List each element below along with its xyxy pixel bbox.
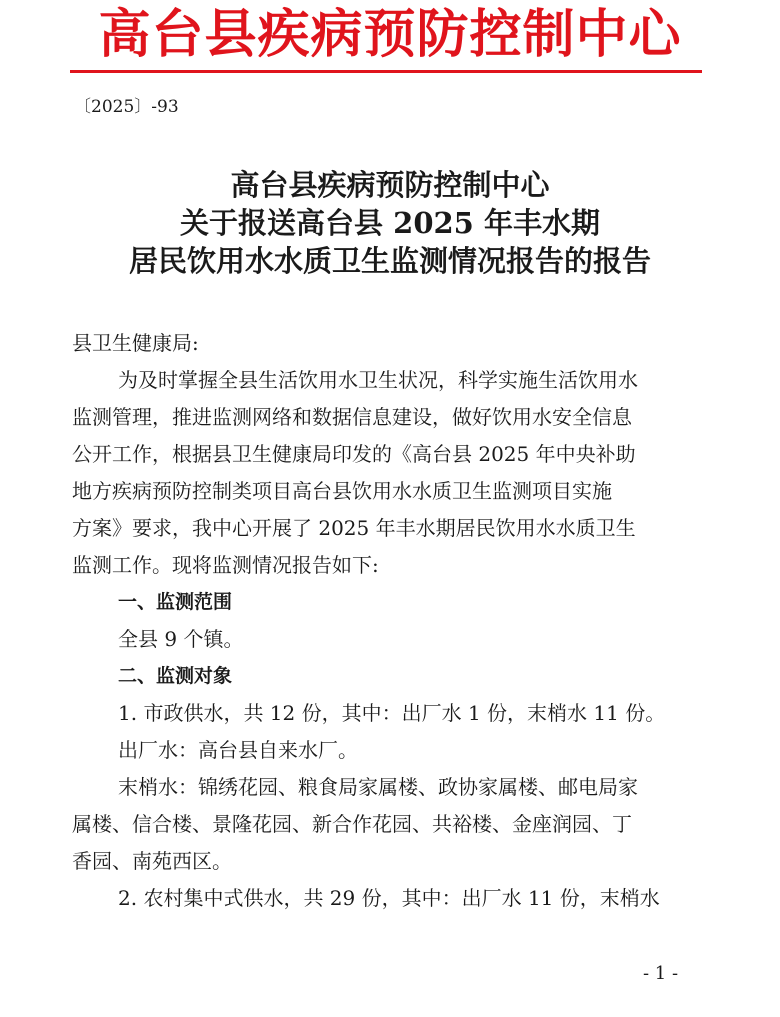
list-item-outlet: 出厂水：高台县自来水厂。	[118, 738, 358, 762]
section-heading-scope: 一、监测范围	[118, 591, 233, 613]
title-line-1: 高台县疾病预防控制中心	[230, 168, 550, 202]
document-body	[72, 325, 700, 917]
section-text-scope: 全县 9 个镇。	[118, 627, 244, 651]
title-line-2: 关于报送高台县 2025 年丰水期	[180, 206, 600, 240]
document-title	[0, 166, 780, 280]
salutation: 县卫生健康局:	[72, 331, 199, 355]
masthead-title: 高台县疾病预防控制中心	[98, 4, 682, 65]
list-item-terminal-cont: 香园、南苑西区。	[72, 849, 232, 873]
list-item-rural: 2. 农村集中式供水，共 29 份，其中：出厂水 11 份，末梢水	[118, 886, 660, 910]
paragraph-line: 为及时掌握全县生活饮用水卫生状况，科学实施生活饮用水	[118, 368, 638, 392]
paragraph-line: 地方疾病预防控制类项目高台县饮用水水质卫生监测项目实施	[72, 479, 612, 503]
page-number: - 1 -	[643, 963, 679, 984]
paragraph-line: 方案》要求，我中心开展了 2025 年丰水期居民饮用水水质卫生	[72, 516, 636, 540]
paragraph-line: 公开工作，根据县卫生健康局印发的《高台县 2025 年中央补助	[72, 442, 636, 466]
title-line-3: 居民饮用水水质卫生监测情况报告的报告	[128, 244, 651, 278]
document-number: 〔2025〕-93	[74, 97, 179, 117]
red-divider-line	[70, 70, 702, 73]
paragraph-line: 监测管理，推进监测网络和数据信息建设，做好饮用水安全信息	[72, 405, 632, 429]
list-item-terminal-cont: 属楼、信合楼、景隆花园、新合作花园、共裕楼、金座润园、丁	[72, 812, 632, 836]
paragraph-line: 监测工作。现将监测情况报告如下:	[72, 553, 379, 577]
list-item-terminal: 末梢水：锦绣花园、粮食局家属楼、政协家属楼、邮电局家	[118, 775, 638, 799]
list-item-municipal: 1. 市政供水，共 12 份，其中：出厂水 1 份，末梢水 11 份。	[118, 701, 666, 725]
section-heading-objects: 二、监测对象	[118, 665, 233, 687]
